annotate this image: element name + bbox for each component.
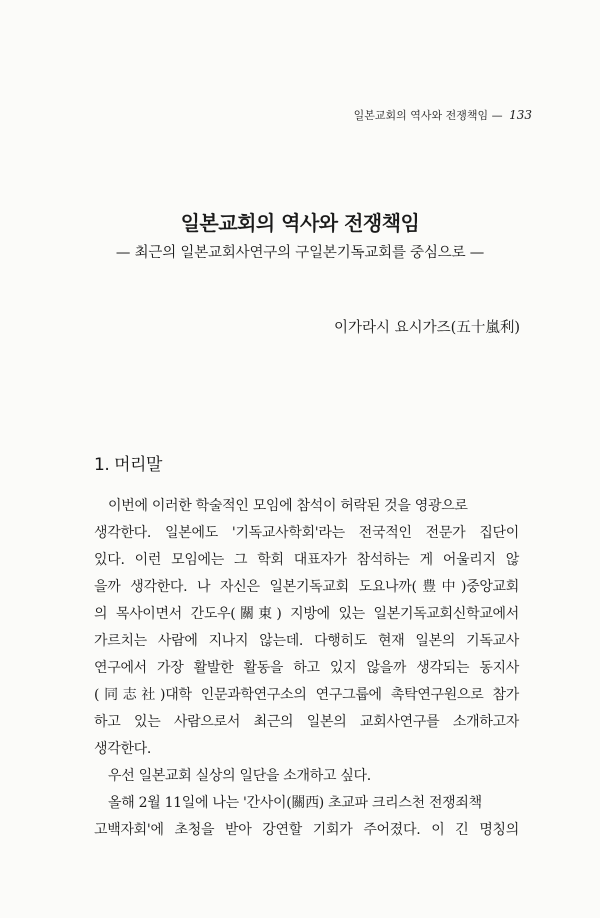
paragraph-line: 올해 2월 11일에 나는 '간사이(關西) 초교파 크리스천 전쟁죄책 bbox=[108, 795, 482, 811]
author-name: 이가라시 요시가즈(五十嵐利) bbox=[334, 320, 520, 336]
paragraph-line: 우선 일본교회 실상의 일단을 소개하고 싶다. bbox=[108, 768, 371, 784]
article-subtitle: — 최근의 일본교회사연구의 구일본기독교회를 중심으로 — bbox=[115, 245, 485, 261]
body-text bbox=[94, 493, 519, 844]
paragraph-line: 생각한다. bbox=[94, 741, 152, 757]
paragraph-line: 생각한다. 일본에도 '기독교사학회'라는 전국적인 전문가 집단이 bbox=[94, 525, 519, 541]
paragraph-line: 이번에 이러한 학술적인 모임에 참석이 허락된 것을 영광으로 bbox=[108, 498, 468, 514]
running-header bbox=[354, 107, 532, 123]
paragraph-line: 하고 있는 사람으로서 최근의 일본의 교회사연구를 소개하고자 bbox=[94, 714, 519, 730]
article-title: 일본교회의 역사와 전쟁책임 bbox=[180, 211, 420, 235]
paragraph-line: 있다. 이런 모임에는 그 학회 대표자가 참석하는 게 어울리지 않 bbox=[94, 552, 519, 568]
paragraph-line: 의 목사이면서 간도우(關東) 지방에 있는 일본기독교회신학교에서 bbox=[94, 606, 519, 622]
paragraph-line: 가르치는 사람에 지나지 않는데. 다행히도 현재 일본의 기독교사 bbox=[94, 633, 519, 649]
page-number: 133 bbox=[509, 108, 532, 122]
running-title: 일본교회의 역사와 전쟁책임 — bbox=[353, 109, 503, 122]
paragraph-line: 고백자회'에 초청을 받아 강연할 기회가 주어졌다. 이 긴 명칭의 bbox=[94, 822, 519, 838]
paragraph-line: (同志社)대학 인문과학연구소의 연구그룹에 촉탁연구원으로 참가 bbox=[94, 687, 519, 703]
paragraph-line: 연구에서 가장 활발한 활동을 하고 있지 않을까 생각되는 동지사 bbox=[94, 660, 519, 676]
section-heading: 1. 머리말 bbox=[94, 455, 162, 475]
paragraph-line: 을까 생각한다. 나 자신은 일본기독교회 도요나까(豊中)중앙교회 bbox=[94, 579, 519, 595]
